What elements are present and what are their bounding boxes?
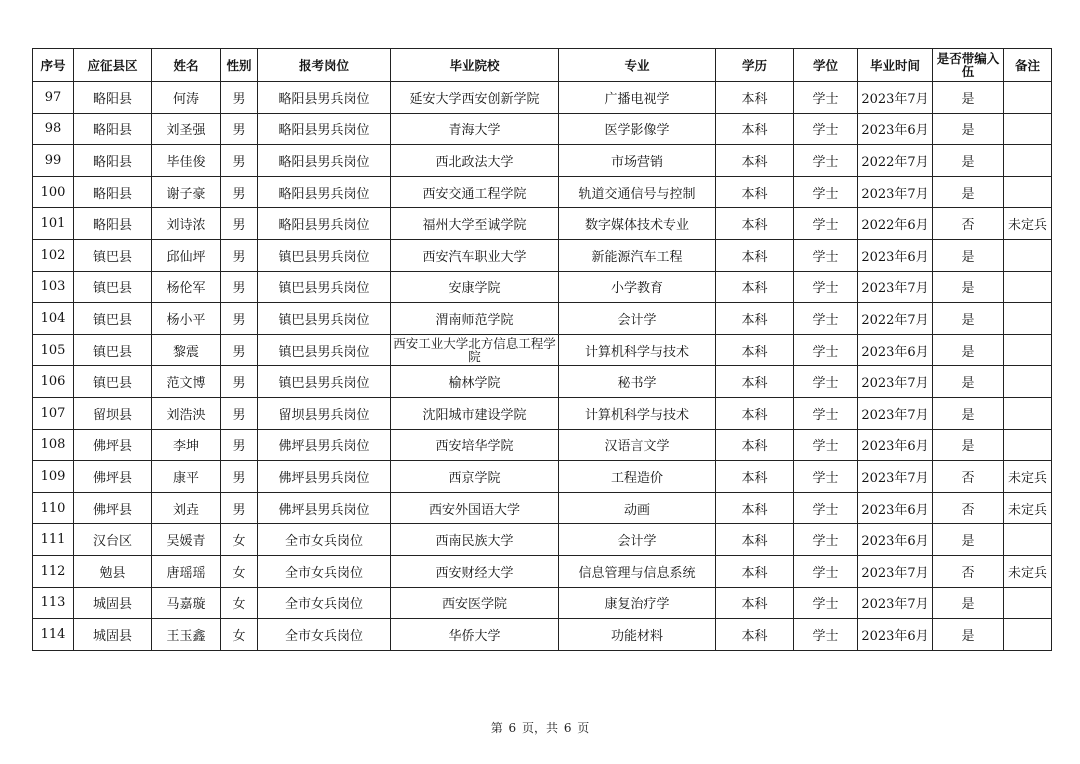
cell-education: 本科 xyxy=(716,619,794,651)
cell-in-service: 是 xyxy=(933,619,1004,651)
cell-in-service: 是 xyxy=(933,239,1004,271)
cell-gender: 男 xyxy=(221,271,258,303)
cell-grad-date: 2023年7月 xyxy=(858,82,933,114)
cell-seq: 101 xyxy=(33,208,74,240)
cell-county: 镇巴县 xyxy=(74,239,152,271)
cell-name: 邱仙坪 xyxy=(152,239,221,271)
cell-position: 全市女兵岗位 xyxy=(258,555,391,587)
header-cell: 学历 xyxy=(716,49,794,82)
cell-major: 广播电视学 xyxy=(559,82,716,114)
cell-school: 西安交通工程学院 xyxy=(391,176,559,208)
cell-education: 本科 xyxy=(716,429,794,461)
cell-major: 汉语言文学 xyxy=(559,429,716,461)
table-row xyxy=(33,208,1052,240)
cell-in-service: 是 xyxy=(933,145,1004,177)
cell-gender: 男 xyxy=(221,397,258,429)
cell-county: 留坝县 xyxy=(74,397,152,429)
cell-county: 佛坪县 xyxy=(74,429,152,461)
cell-major: 动画 xyxy=(559,492,716,524)
cell-seq: 97 xyxy=(33,82,74,114)
cell-education: 本科 xyxy=(716,492,794,524)
cell-gender: 男 xyxy=(221,429,258,461)
cell-education: 本科 xyxy=(716,303,794,335)
cell-gender: 男 xyxy=(221,461,258,493)
table-row xyxy=(33,619,1052,651)
cell-name: 谢子豪 xyxy=(152,176,221,208)
cell-remark xyxy=(1004,271,1052,303)
cell-in-service: 是 xyxy=(933,587,1004,619)
table-row xyxy=(33,239,1052,271)
cell-degree: 学士 xyxy=(794,619,858,651)
cell-seq: 111 xyxy=(33,524,74,556)
header-cell: 备注 xyxy=(1004,49,1052,82)
table-row xyxy=(33,524,1052,556)
cell-name: 何涛 xyxy=(152,82,221,114)
table-body xyxy=(33,82,1052,651)
cell-major: 会计学 xyxy=(559,303,716,335)
cell-gender: 女 xyxy=(221,524,258,556)
cell-in-service: 是 xyxy=(933,303,1004,335)
cell-grad-date: 2023年7月 xyxy=(858,271,933,303)
table-row xyxy=(33,429,1052,461)
cell-major: 信息管理与信息系统 xyxy=(559,555,716,587)
cell-county: 城固县 xyxy=(74,587,152,619)
cell-major: 医学影像学 xyxy=(559,113,716,145)
cell-school: 西安工业大学北方信息工程学院 xyxy=(391,334,559,366)
cell-remark: 未定兵 xyxy=(1004,461,1052,493)
cell-school: 西京学院 xyxy=(391,461,559,493)
header-cell: 性别 xyxy=(221,49,258,82)
cell-name: 吴媛青 xyxy=(152,524,221,556)
cell-remark xyxy=(1004,303,1052,335)
cell-seq: 114 xyxy=(33,619,74,651)
cell-position: 略阳县男兵岗位 xyxy=(258,208,391,240)
cell-school: 延安大学西安创新学院 xyxy=(391,82,559,114)
cell-in-service: 是 xyxy=(933,82,1004,114)
cell-seq: 103 xyxy=(33,271,74,303)
cell-gender: 男 xyxy=(221,176,258,208)
cell-seq: 107 xyxy=(33,397,74,429)
table-row xyxy=(33,555,1052,587)
cell-seq: 108 xyxy=(33,429,74,461)
cell-name: 刘诗浓 xyxy=(152,208,221,240)
cell-grad-date: 2022年6月 xyxy=(858,208,933,240)
cell-degree: 学士 xyxy=(794,366,858,398)
cell-in-service: 是 xyxy=(933,334,1004,366)
cell-county: 略阳县 xyxy=(74,176,152,208)
cell-county: 镇巴县 xyxy=(74,334,152,366)
cell-county: 略阳县 xyxy=(74,145,152,177)
cell-position: 镇巴县男兵岗位 xyxy=(258,271,391,303)
cell-county: 略阳县 xyxy=(74,208,152,240)
cell-position: 全市女兵岗位 xyxy=(258,619,391,651)
cell-degree: 学士 xyxy=(794,271,858,303)
cell-gender: 女 xyxy=(221,619,258,651)
cell-county: 镇巴县 xyxy=(74,271,152,303)
cell-remark xyxy=(1004,239,1052,271)
cell-school: 西安汽车职业大学 xyxy=(391,239,559,271)
cell-in-service: 是 xyxy=(933,271,1004,303)
cell-degree: 学士 xyxy=(794,492,858,524)
cell-position: 佛坪县男兵岗位 xyxy=(258,429,391,461)
cell-grad-date: 2022年7月 xyxy=(858,145,933,177)
cell-school: 西安培华学院 xyxy=(391,429,559,461)
cell-degree: 学士 xyxy=(794,208,858,240)
table-row xyxy=(33,145,1052,177)
cell-degree: 学士 xyxy=(794,587,858,619)
cell-in-service: 否 xyxy=(933,461,1004,493)
cell-grad-date: 2023年7月 xyxy=(858,176,933,208)
cell-county: 汉台区 xyxy=(74,524,152,556)
cell-county: 略阳县 xyxy=(74,113,152,145)
table-row xyxy=(33,176,1052,208)
cell-major: 会计学 xyxy=(559,524,716,556)
cell-name: 康平 xyxy=(152,461,221,493)
cell-seq: 112 xyxy=(33,555,74,587)
cell-in-service: 是 xyxy=(933,366,1004,398)
cell-major: 功能材料 xyxy=(559,619,716,651)
cell-seq: 109 xyxy=(33,461,74,493)
cell-name: 王玉鑫 xyxy=(152,619,221,651)
cell-seq: 99 xyxy=(33,145,74,177)
cell-education: 本科 xyxy=(716,555,794,587)
cell-degree: 学士 xyxy=(794,113,858,145)
cell-education: 本科 xyxy=(716,271,794,303)
cell-in-service: 是 xyxy=(933,397,1004,429)
cell-major: 计算机科学与技术 xyxy=(559,334,716,366)
header-cell: 毕业时间 xyxy=(858,49,933,82)
cell-seq: 104 xyxy=(33,303,74,335)
cell-in-service: 是 xyxy=(933,429,1004,461)
cell-education: 本科 xyxy=(716,239,794,271)
cell-gender: 男 xyxy=(221,366,258,398)
cell-county: 镇巴县 xyxy=(74,366,152,398)
cell-major: 数字媒体技术专业 xyxy=(559,208,716,240)
cell-county: 佛坪县 xyxy=(74,461,152,493)
table-row xyxy=(33,366,1052,398)
header-cell: 专业 xyxy=(559,49,716,82)
table-row xyxy=(33,397,1052,429)
cell-school: 西安财经大学 xyxy=(391,555,559,587)
cell-degree: 学士 xyxy=(794,461,858,493)
cell-major: 市场营销 xyxy=(559,145,716,177)
cell-county: 城固县 xyxy=(74,619,152,651)
table-row xyxy=(33,334,1052,366)
cell-school: 西南民族大学 xyxy=(391,524,559,556)
cell-education: 本科 xyxy=(716,145,794,177)
cell-degree: 学士 xyxy=(794,303,858,335)
cell-school: 西安医学院 xyxy=(391,587,559,619)
table-row xyxy=(33,492,1052,524)
cell-name: 毕佳俊 xyxy=(152,145,221,177)
cell-school: 安康学院 xyxy=(391,271,559,303)
cell-education: 本科 xyxy=(716,461,794,493)
cell-grad-date: 2023年6月 xyxy=(858,429,933,461)
cell-county: 勉县 xyxy=(74,555,152,587)
cell-gender: 女 xyxy=(221,587,258,619)
cell-position: 镇巴县男兵岗位 xyxy=(258,366,391,398)
cell-position: 略阳县男兵岗位 xyxy=(258,82,391,114)
cell-gender: 男 xyxy=(221,208,258,240)
cell-major: 轨道交通信号与控制 xyxy=(559,176,716,208)
cell-degree: 学士 xyxy=(794,145,858,177)
cell-position: 佛坪县男兵岗位 xyxy=(258,461,391,493)
cell-seq: 102 xyxy=(33,239,74,271)
cell-remark xyxy=(1004,397,1052,429)
cell-remark xyxy=(1004,176,1052,208)
cell-degree: 学士 xyxy=(794,176,858,208)
cell-in-service: 否 xyxy=(933,492,1004,524)
cell-major: 小学教育 xyxy=(559,271,716,303)
cell-seq: 98 xyxy=(33,113,74,145)
header-cell: 应征县区 xyxy=(74,49,152,82)
cell-remark xyxy=(1004,366,1052,398)
cell-seq: 100 xyxy=(33,176,74,208)
cell-gender: 男 xyxy=(221,113,258,145)
cell-position: 全市女兵岗位 xyxy=(258,587,391,619)
cell-remark xyxy=(1004,524,1052,556)
cell-degree: 学士 xyxy=(794,334,858,366)
cell-name: 黎震 xyxy=(152,334,221,366)
cell-grad-date: 2022年7月 xyxy=(858,303,933,335)
cell-education: 本科 xyxy=(716,176,794,208)
cell-county: 略阳县 xyxy=(74,82,152,114)
cell-grad-date: 2023年7月 xyxy=(858,555,933,587)
cell-gender: 男 xyxy=(221,492,258,524)
header-cell: 序号 xyxy=(33,49,74,82)
cell-degree: 学士 xyxy=(794,524,858,556)
cell-seq: 113 xyxy=(33,587,74,619)
cell-remark xyxy=(1004,619,1052,651)
cell-name: 刘浩泱 xyxy=(152,397,221,429)
cell-gender: 男 xyxy=(221,145,258,177)
cell-position: 佛坪县男兵岗位 xyxy=(258,492,391,524)
cell-grad-date: 2023年7月 xyxy=(858,397,933,429)
cell-grad-date: 2023年6月 xyxy=(858,492,933,524)
cell-school: 华侨大学 xyxy=(391,619,559,651)
cell-in-service: 是 xyxy=(933,113,1004,145)
cell-degree: 学士 xyxy=(794,397,858,429)
cell-gender: 男 xyxy=(221,239,258,271)
cell-name: 刘圣强 xyxy=(152,113,221,145)
cell-school: 福州大学至诚学院 xyxy=(391,208,559,240)
cell-position: 略阳县男兵岗位 xyxy=(258,145,391,177)
header-cell: 报考岗位 xyxy=(258,49,391,82)
cell-position: 略阳县男兵岗位 xyxy=(258,113,391,145)
cell-degree: 学士 xyxy=(794,82,858,114)
table-row xyxy=(33,303,1052,335)
cell-major: 康复治疗学 xyxy=(559,587,716,619)
cell-name: 杨小平 xyxy=(152,303,221,335)
cell-position: 留坝县男兵岗位 xyxy=(258,397,391,429)
cell-remark xyxy=(1004,429,1052,461)
cell-position: 镇巴县男兵岗位 xyxy=(258,239,391,271)
cell-grad-date: 2023年7月 xyxy=(858,587,933,619)
cell-school: 西北政法大学 xyxy=(391,145,559,177)
cell-major: 计算机科学与技术 xyxy=(559,397,716,429)
cell-grad-date: 2023年6月 xyxy=(858,239,933,271)
cell-grad-date: 2023年7月 xyxy=(858,366,933,398)
cell-position: 镇巴县男兵岗位 xyxy=(258,334,391,366)
table-row xyxy=(33,271,1052,303)
cell-remark: 未定兵 xyxy=(1004,492,1052,524)
cell-school: 西安外国语大学 xyxy=(391,492,559,524)
cell-major: 秘书学 xyxy=(559,366,716,398)
page-number: 第 6 页，共 6 页 xyxy=(490,721,590,735)
cell-school: 沈阳城市建设学院 xyxy=(391,397,559,429)
cell-name: 李坤 xyxy=(152,429,221,461)
cell-education: 本科 xyxy=(716,334,794,366)
cell-seq: 106 xyxy=(33,366,74,398)
cell-name: 马嘉璇 xyxy=(152,587,221,619)
cell-school: 榆林学院 xyxy=(391,366,559,398)
header-cell: 是否带编入伍 xyxy=(933,49,1004,82)
cell-seq: 110 xyxy=(33,492,74,524)
cell-remark xyxy=(1004,113,1052,145)
cell-position: 略阳县男兵岗位 xyxy=(258,176,391,208)
cell-county: 镇巴县 xyxy=(74,303,152,335)
cell-grad-date: 2023年6月 xyxy=(858,113,933,145)
cell-name: 杨伦军 xyxy=(152,271,221,303)
cell-gender: 女 xyxy=(221,555,258,587)
cell-name: 范文博 xyxy=(152,366,221,398)
table-row xyxy=(33,82,1052,114)
cell-education: 本科 xyxy=(716,397,794,429)
cell-education: 本科 xyxy=(716,113,794,145)
header-cell: 学位 xyxy=(794,49,858,82)
cell-remark xyxy=(1004,587,1052,619)
cell-name: 刘垚 xyxy=(152,492,221,524)
cell-remark xyxy=(1004,145,1052,177)
cell-county: 佛坪县 xyxy=(74,492,152,524)
cell-in-service: 否 xyxy=(933,208,1004,240)
cell-degree: 学士 xyxy=(794,555,858,587)
cell-education: 本科 xyxy=(716,587,794,619)
cell-grad-date: 2023年6月 xyxy=(858,524,933,556)
cell-education: 本科 xyxy=(716,208,794,240)
cell-gender: 男 xyxy=(221,82,258,114)
cell-position: 全市女兵岗位 xyxy=(258,524,391,556)
cell-position: 镇巴县男兵岗位 xyxy=(258,303,391,335)
cell-seq: 105 xyxy=(33,334,74,366)
cell-degree: 学士 xyxy=(794,429,858,461)
cell-grad-date: 2023年7月 xyxy=(858,461,933,493)
cell-school: 渭南师范学院 xyxy=(391,303,559,335)
header-cell: 姓名 xyxy=(152,49,221,82)
cell-school: 青海大学 xyxy=(391,113,559,145)
cell-gender: 男 xyxy=(221,334,258,366)
header-row xyxy=(33,49,1052,82)
cell-grad-date: 2023年6月 xyxy=(858,334,933,366)
cell-major: 新能源汽车工程 xyxy=(559,239,716,271)
header-cell: 毕业院校 xyxy=(391,49,559,82)
cell-degree: 学士 xyxy=(794,239,858,271)
cell-remark: 未定兵 xyxy=(1004,555,1052,587)
table-row xyxy=(33,461,1052,493)
cell-in-service: 否 xyxy=(933,555,1004,587)
cell-education: 本科 xyxy=(716,366,794,398)
table-row xyxy=(33,113,1052,145)
cell-remark xyxy=(1004,82,1052,114)
cell-remark xyxy=(1004,334,1052,366)
table-row xyxy=(33,587,1052,619)
cell-remark: 未定兵 xyxy=(1004,208,1052,240)
cell-in-service: 是 xyxy=(933,524,1004,556)
cell-education: 本科 xyxy=(716,524,794,556)
cell-education: 本科 xyxy=(716,82,794,114)
cell-in-service: 是 xyxy=(933,176,1004,208)
cell-grad-date: 2023年6月 xyxy=(858,619,933,651)
cell-name: 唐瑶瑶 xyxy=(152,555,221,587)
cell-major: 工程造价 xyxy=(559,461,716,493)
recruit-table xyxy=(32,48,1052,651)
cell-gender: 男 xyxy=(221,303,258,335)
